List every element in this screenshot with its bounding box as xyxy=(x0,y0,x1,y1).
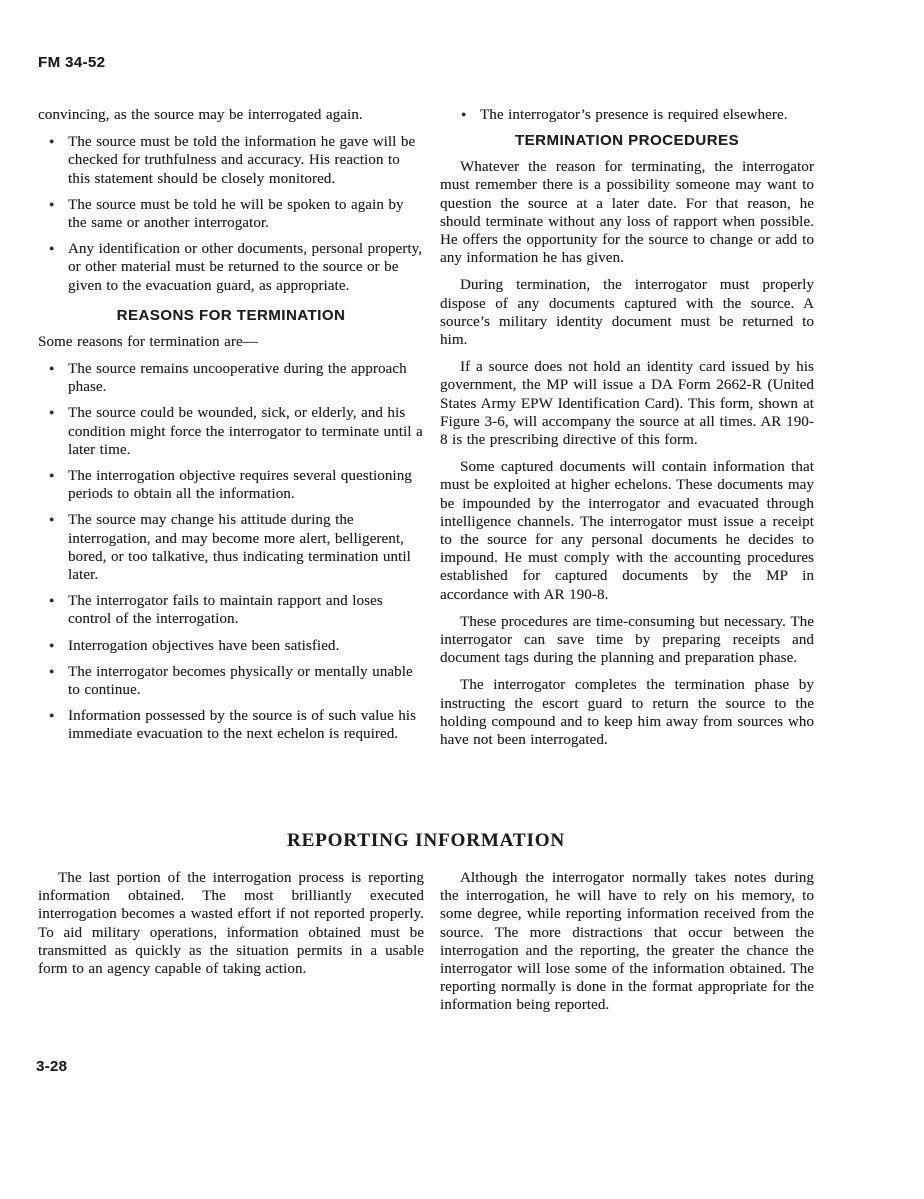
list-item xyxy=(38,637,424,655)
bullet-icon: ● xyxy=(461,109,467,119)
bullet-icon: ● xyxy=(49,363,55,374)
bullet-icon: ● xyxy=(49,710,55,721)
heading-termination-procedures: TERMINATION PROCEDURES xyxy=(514,132,740,150)
list-item xyxy=(38,511,424,584)
left-column-bottom xyxy=(38,869,424,1024)
bullet-icon: ● xyxy=(49,595,55,606)
bullet-icon: ● xyxy=(49,665,55,676)
paragraph-intro: Some reasons for termination are— xyxy=(38,333,258,350)
list-item xyxy=(38,360,424,396)
list-item-text: Information possessed by the source is of such value his immediate evacuation to the next echelon is required. xyxy=(68,708,417,743)
list-item xyxy=(38,404,424,459)
list-item-text: The source may change his attitude during the interrogation, and may become more alert, belligerent, bored, or too talkative, thus indicating termination until later. xyxy=(68,512,411,584)
list-item xyxy=(38,663,424,699)
list-item-text: The interrogation objective requires several questioning periods to obtain all the information. xyxy=(68,468,412,503)
list-item xyxy=(38,707,424,743)
list-item-text: The interrogator’s presence is required elsewhere. xyxy=(480,107,788,123)
list-item-text: The source must be told the information he gave will be checked for truthfulness and accuracy. His reaction to this statement should be closely monitored. xyxy=(68,134,416,187)
bottom-two-column-row xyxy=(38,869,814,1024)
bullet-icon: ● xyxy=(49,243,55,254)
paragraph-continuation: convincing, as the source may be interrogated again. xyxy=(38,107,363,123)
list-item xyxy=(38,467,424,503)
paragraph: These procedures are time-consuming but necessary. The interrogator can save time by preparing receipts and document tags during the planning and preparation phase. xyxy=(440,613,814,667)
paragraph: During termination, the interrogator must properly dispose of any documents captured with the source. A source’s military identity document must be returned to him. xyxy=(440,277,814,349)
left-column xyxy=(38,106,424,820)
list-item-text: The interrogator fails to maintain rapport and loses control of the interrogation. xyxy=(68,593,383,628)
paragraph: Whatever the reason for terminating, the interrogator must remember there is a possibility someone may want to question the source at a later date. For that reason, he should terminate without any loss of rapport when possible. He offers the opportunity for the source to change or add to any information he has given. xyxy=(440,159,814,267)
list-item-text: Interrogation objectives have been satisfied. xyxy=(68,637,340,654)
list-item xyxy=(38,592,424,628)
bullet-icon: ● xyxy=(49,514,55,525)
list-item-text: Any identification or other documents, personal property, or other material must be returned to the source or be given to the evacuation guard, as appropriate. xyxy=(68,241,423,294)
right-column-bottom xyxy=(440,869,814,1024)
list-item-text: The source must be told he will be spoken to again by the same or another interrogator. xyxy=(68,196,404,232)
bullet-icon: ● xyxy=(49,639,55,650)
bullet-icon: ● xyxy=(49,136,55,147)
list-item-text: The source could be wounded, sick, or elderly, and his condition might force the interrogator to terminate until a later time. xyxy=(68,405,423,458)
page-number: 3-28 xyxy=(36,1058,68,1075)
paragraph: The last portion of the interrogation process is reporting information obtained. The most brilliantly executed interrogation becomes a wasted effort if not reported properly. To aid military operations, information obtained must be transmitted as quickly as the situation permits in a usable form to an agency capable of taking action. xyxy=(38,870,424,978)
bullet-icon: ● xyxy=(49,198,55,209)
document-id-header: FM 34-52 xyxy=(38,54,106,71)
bullet-icon: ● xyxy=(49,407,55,418)
list-item xyxy=(38,240,424,295)
list-item xyxy=(38,133,424,188)
document-body xyxy=(38,106,814,1024)
right-column xyxy=(440,106,814,820)
list-item xyxy=(440,106,814,124)
list-item xyxy=(38,196,424,232)
paragraph: If a source does not hold an identity card issued by his government, the MP will issue a DA Form 2662-R (United States Army EPW Identification Card). This form, shown at Figure 3-6, will accompany the source at all times. AR 190-8 is the prescribing directive of this form. xyxy=(440,359,814,449)
paragraph: The interrogator completes the termination phase by instructing the escort guard to return the source to the holding compound and to keep him away from sources who have not been interrogated. xyxy=(440,677,814,749)
heading-reporting-information: REPORTING INFORMATION xyxy=(286,830,566,851)
paragraph: Some captured documents will contain information that must be exploited at higher echelons. These documents may be impounded by the interrogator and evacuated through intelligence channels. The interrogator must issue a receipt to the source for any personal documents he decides to impound. He must comply with the accounting procedures established for captured documents by the MP in accordance with AR 190-8. xyxy=(440,459,814,603)
heading-reasons-for-termination: REASONS FOR TERMINATION xyxy=(116,306,346,324)
list-item-text: The interrogator becomes physically or mentally unable to continue. xyxy=(68,663,413,699)
paragraph: Although the interrogator normally takes notes during the interrogation, he will have to rely on his memory, to some degree, while reporting information received from the source. The more distractions that occur between the interrogation and the reporting, the greater the chance the interrogator will lose some of the information obtained. The reporting normally is done in the format appropriate for the information being reported. xyxy=(440,870,814,1014)
list-item-text: The source remains uncooperative during the approach phase. xyxy=(68,361,407,396)
top-two-column-row xyxy=(38,106,814,820)
bullet-icon: ● xyxy=(49,470,55,481)
